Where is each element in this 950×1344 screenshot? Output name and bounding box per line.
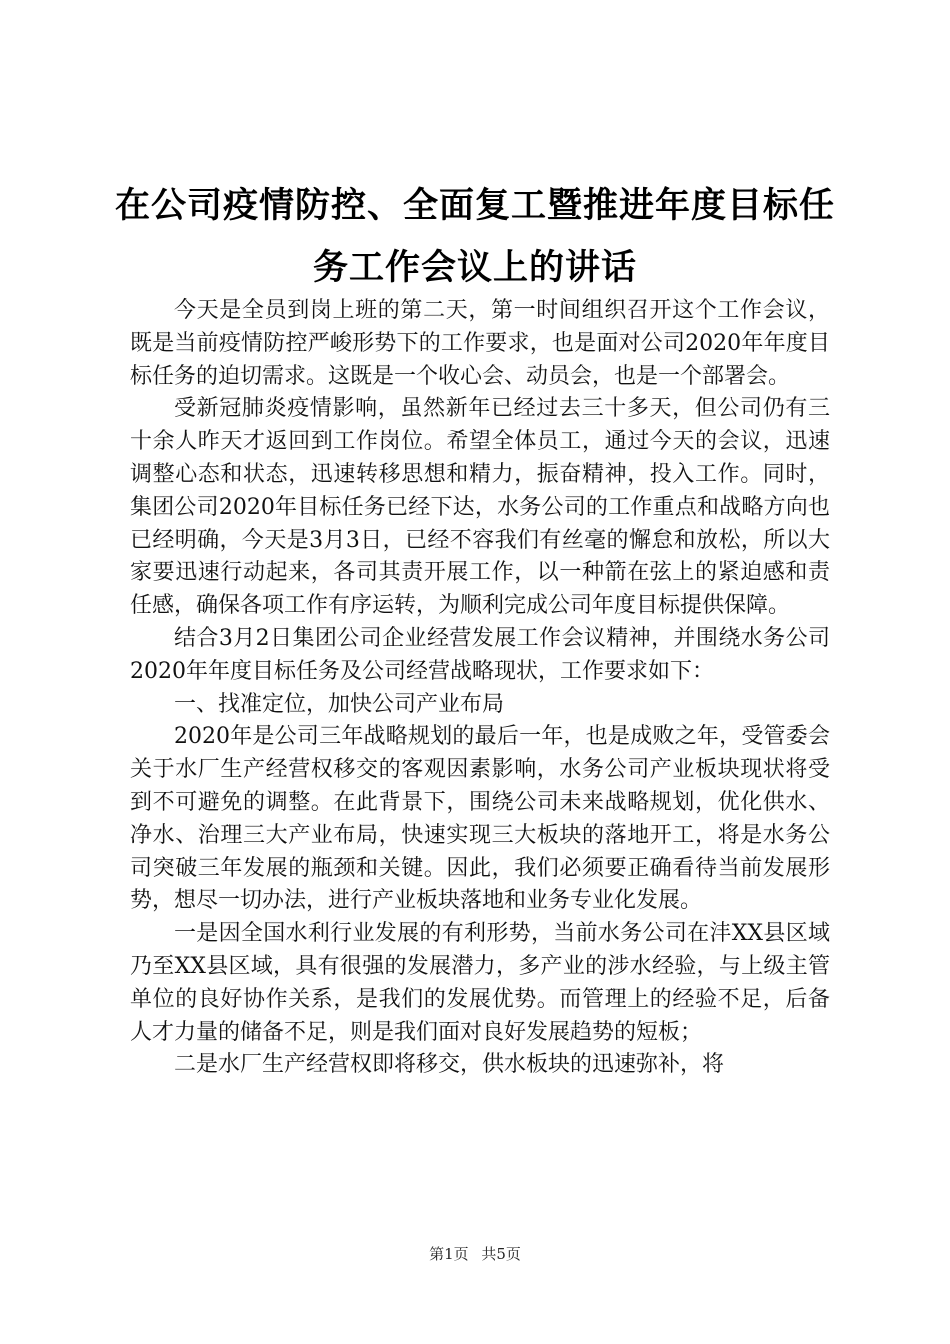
page-total: 共5页 [481, 1245, 521, 1263]
section-heading: 一、找准定位，加快公司产业布局 [174, 691, 505, 717]
title-line-1: 在公司疫情防控、全面复工暨推进年度目标任 [114, 186, 835, 226]
paragraph: 结合3月2日集团公司企业经营发展工作会议精神，并围绕水务公司2020年年度目标任务及公司经营战略现状，工作要求如下： [130, 625, 830, 684]
paragraph: 二是水厂生产经营权即将移交，供水板块的迅速弥补，将 [174, 1052, 725, 1078]
document-body [130, 295, 830, 1082]
document-title [105, 175, 845, 299]
page-number: 第1页 [429, 1245, 469, 1263]
paragraph: 2020年是公司三年战略规划的最后一年，也是成败之年，受管委会关于水厂生产经营权移交的客观因素影响，水务公司产业板块现状将受到不可避免的调整。在此背景下，围绕公司未来战略规划，优化供水、净水、治理三大产业布局，快速实现三大板块的落地开工，将是水务公司突破三年发展的瓶颈和关键。因此，我们必须要正确看待当前发展形势，想尽一切办法，进行产业板块落地和业务专业化发展。 [130, 724, 830, 914]
paragraph: 一是因全国水利行业发展的有利形势，当前水务公司在沣XX县区域乃至XX县区域，具有很强的发展潜力，多产业的涉水经验，与上级主管单位的良好协作关系，是我们的发展优势。而管理上的经验不足，后备人才力量的储备不足，则是我们面对良好发展趋势的短板； [130, 921, 830, 1045]
paragraph: 受新冠肺炎疫情影响，虽然新年已经过去三十多天，但公司仍有三十余人昨天才返回到工作岗位。希望全体员工，通过今天的会议，迅速调整心态和状态，迅速转移思想和精力，振奋精神，投入工作。同时，集团公司2020年目标任务已经下达，水务公司的工作重点和战略方向也已经明确，今天是3月3日，已经不容我们有丝毫的懈怠和放松，所以大家要迅速行动起来，各司其责开展工作，以一种箭在弦上的紧迫感和责任感，确保各项工作有序运转，为顺利完成公司年度目标提供保障。 [130, 396, 830, 619]
title-line-2: 务工作会议上的讲话 [312, 248, 637, 288]
page-footer [0, 1243, 950, 1264]
paragraph: 今天是全员到岗上班的第二天，第一时间组织召开这个工作会议，既是当前疫情防控严峻形势下的工作要求，也是面对公司2020年年度目标任务的迫切需求。这既是一个收心会、动员会，也是一个部署会。 [130, 298, 830, 389]
